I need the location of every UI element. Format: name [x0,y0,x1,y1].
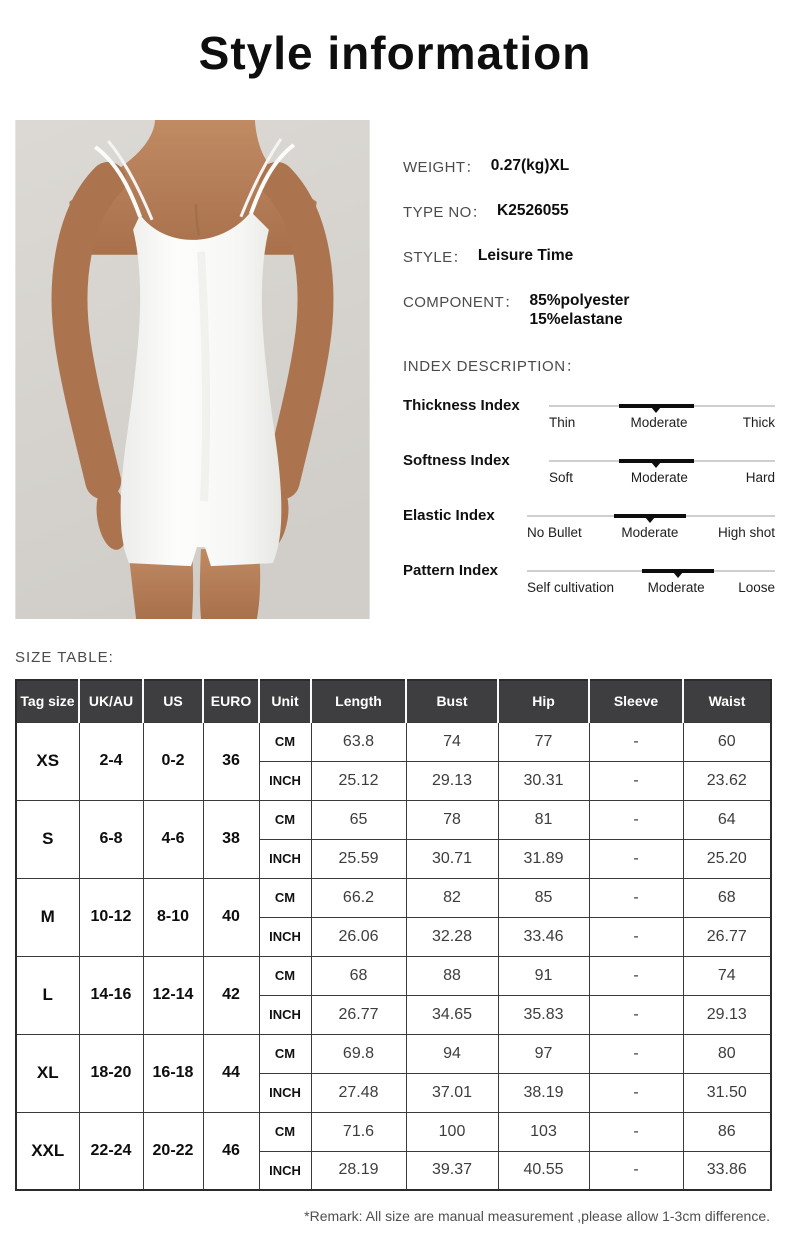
index-option-label: Soft [549,470,574,485]
spec-row [403,156,775,177]
measure-cell: 25.12 [311,761,406,800]
measure-cell: 91 [498,956,589,995]
us-cell: 0-2 [143,722,203,800]
index-option-label: Moderate [647,580,705,595]
spec-values [478,246,573,265]
spec-list [403,156,775,329]
euro-cell: 36 [203,722,259,800]
index-scale [549,451,775,485]
size-table-header-row [16,680,771,722]
spec-label: STYLE： [403,249,468,266]
size-tag-cell: XXL [16,1112,79,1190]
product-photo [15,120,370,619]
unit-cell: CM [259,1034,311,1073]
measure-cell: 86 [683,1112,771,1151]
measure-cell: 37.01 [406,1073,498,1112]
measure-cell: 66.2 [311,878,406,917]
index-description-heading: INDEX DESCRIPTION： [403,358,582,375]
index-option-label: Moderate [630,415,688,430]
measure-cell: - [589,722,683,761]
index-scale [527,506,775,540]
product-photo-illustration [15,120,370,619]
us-cell: 16-18 [143,1034,203,1112]
measure-cell: 39.37 [406,1151,498,1190]
size-row-cm [16,1112,771,1151]
measure-cell: 100 [406,1112,498,1151]
index-scale [527,561,775,595]
size-row-cm [16,1034,771,1073]
size-table-header-cell: Hip [498,680,589,722]
measure-cell: 64 [683,800,771,839]
index-rows [403,396,775,595]
size-table-header-cell: Waist [683,680,771,722]
size-tag-cell: XL [16,1034,79,1112]
measure-cell: 77 [498,722,589,761]
index-selected-segment [642,569,714,573]
unit-cell: INCH [259,995,311,1034]
index-label: Pattern Index [403,562,499,579]
measure-cell: - [589,995,683,1034]
measure-cell: - [589,956,683,995]
measure-cell: 34.65 [406,995,498,1034]
measure-cell: 60 [683,722,771,761]
size-tag-cell: XS [16,722,79,800]
index-label: Thickness Index [403,397,520,414]
spec-value: 15%elastane [529,311,623,328]
measure-cell: 26.77 [683,917,771,956]
size-row-cm [16,878,771,917]
spec-row [403,201,775,222]
measure-cell: 33.86 [683,1151,771,1190]
ukau-cell: 18-20 [79,1034,143,1112]
size-table-header-cell: Sleeve [589,680,683,722]
measure-cell: 94 [406,1034,498,1073]
spec-label: TYPE NO： [403,204,488,221]
ukau-cell: 22-24 [79,1112,143,1190]
index-label: Elastic Index [403,507,495,524]
us-cell: 12-14 [143,956,203,1034]
unit-cell: CM [259,800,311,839]
measure-cell: - [589,1034,683,1073]
measure-cell: 80 [683,1034,771,1073]
measure-cell: 28.19 [311,1151,406,1190]
index-options [549,470,775,485]
unit-cell: INCH [259,1151,311,1190]
spec-values [530,291,630,329]
spec-value: 0.27(kg)XL [490,157,570,174]
size-table-header-cell: Length [311,680,406,722]
index-selected-segment [619,459,694,463]
measure-cell: 97 [498,1034,589,1073]
spec-value: K2526055 [497,202,569,219]
unit-cell: CM [259,722,311,761]
ukau-cell: 10-12 [79,878,143,956]
size-table-header-cell: Unit [259,680,311,722]
measure-cell: - [589,800,683,839]
measure-cell: 74 [683,956,771,995]
measure-cell: 82 [406,878,498,917]
index-track [527,515,775,517]
measure-cell: 38.19 [498,1073,589,1112]
measure-cell: - [589,839,683,878]
measure-cell: 25.20 [683,839,771,878]
unit-cell: CM [259,956,311,995]
unit-cell: CM [259,1112,311,1151]
unit-cell: INCH [259,1073,311,1112]
measure-cell: 35.83 [498,995,589,1034]
index-selected-segment [614,514,686,518]
measure-cell: 103 [498,1112,589,1151]
measure-cell: 31.89 [498,839,589,878]
measure-cell: 32.28 [406,917,498,956]
top-section [0,120,790,619]
measure-cell: 26.77 [311,995,406,1034]
size-table-header-cell: Tag size [16,680,79,722]
measure-cell: 29.13 [683,995,771,1034]
measure-cell: 74 [406,722,498,761]
size-table-heading: SIZE TABLE: [15,649,114,666]
index-options [549,415,775,430]
spec-label: COMPONENT： [403,294,520,311]
index-options [527,580,775,595]
euro-cell: 46 [203,1112,259,1190]
index-track [527,570,775,572]
us-cell: 20-22 [143,1112,203,1190]
index-options [527,525,775,540]
spec-label: WEIGHT： [403,159,481,176]
size-row-cm [16,722,771,761]
measure-cell: 27.48 [311,1073,406,1112]
unit-cell: INCH [259,917,311,956]
size-row-cm [16,800,771,839]
measure-cell: - [589,878,683,917]
index-track [549,405,775,407]
index-row [403,451,775,485]
size-table-header-cell: US [143,680,203,722]
index-option-label: No Bullet [527,525,582,540]
size-table-header-cell: UK/AU [79,680,143,722]
measure-cell: - [589,917,683,956]
unit-cell: INCH [259,761,311,800]
index-label: Softness Index [403,452,510,469]
index-row [403,561,775,595]
size-tag-cell: S [16,800,79,878]
romper-shading [201,252,206,502]
index-option-label: Moderate [630,470,688,485]
size-row-cm [16,956,771,995]
index-option-label: Self cultivation [527,580,615,595]
unit-cell: INCH [259,839,311,878]
index-option-label: Loose [738,580,775,595]
index-selected-segment [619,404,694,408]
measure-cell: 69.8 [311,1034,406,1073]
us-cell: 8-10 [143,878,203,956]
euro-cell: 42 [203,956,259,1034]
ukau-cell: 14-16 [79,956,143,1034]
spec-values [491,156,569,175]
measure-cell: 65 [311,800,406,839]
measure-cell: 68 [683,878,771,917]
measure-cell: - [589,1073,683,1112]
measure-cell: 71.6 [311,1112,406,1151]
euro-cell: 44 [203,1034,259,1112]
measure-cell: 26.06 [311,917,406,956]
index-row [403,396,775,430]
us-cell: 4-6 [143,800,203,878]
measure-cell: - [589,761,683,800]
measure-cell: 25.59 [311,839,406,878]
spec-value: 85%polyester [529,292,630,309]
index-option-label: Thick [742,415,775,430]
measure-cell: 63.8 [311,722,406,761]
measure-cell: - [589,1151,683,1190]
euro-cell: 40 [203,878,259,956]
spec-row [403,291,775,329]
ukau-cell: 6-8 [79,800,143,878]
measure-cell: 68 [311,956,406,995]
unit-cell: CM [259,878,311,917]
size-table [15,679,772,1191]
size-table-header-cell: EURO [203,680,259,722]
index-track [549,460,775,462]
measure-cell: 30.31 [498,761,589,800]
remark-note: *Remark: All size are manual measurement ,please allow 1-3cm difference. [304,1208,770,1224]
ukau-cell: 2-4 [79,722,143,800]
size-table-header-cell: Bust [406,680,498,722]
measure-cell: 85 [498,878,589,917]
measure-cell: 33.46 [498,917,589,956]
measure-cell: 31.50 [683,1073,771,1112]
index-option-label: Hard [745,470,775,485]
measure-cell: 30.71 [406,839,498,878]
spec-row [403,246,775,267]
spec-values [497,201,569,220]
size-tag-cell: M [16,878,79,956]
size-tag-cell: L [16,956,79,1034]
index-option-label: Moderate [621,525,679,540]
size-table-body [16,722,771,1190]
measure-cell: 40.55 [498,1151,589,1190]
index-row [403,506,775,540]
index-option-label: Thin [549,415,576,430]
measure-cell: 23.62 [683,761,771,800]
page-title: Style information [198,27,592,79]
index-option-label: High shot [717,525,775,540]
measure-cell: - [589,1112,683,1151]
euro-cell: 38 [203,800,259,878]
measure-cell: 81 [498,800,589,839]
index-scale [549,396,775,430]
measure-cell: 78 [406,800,498,839]
measure-cell: 29.13 [406,761,498,800]
spec-value: Leisure Time [477,247,574,264]
product-details [403,120,775,619]
measure-cell: 88 [406,956,498,995]
